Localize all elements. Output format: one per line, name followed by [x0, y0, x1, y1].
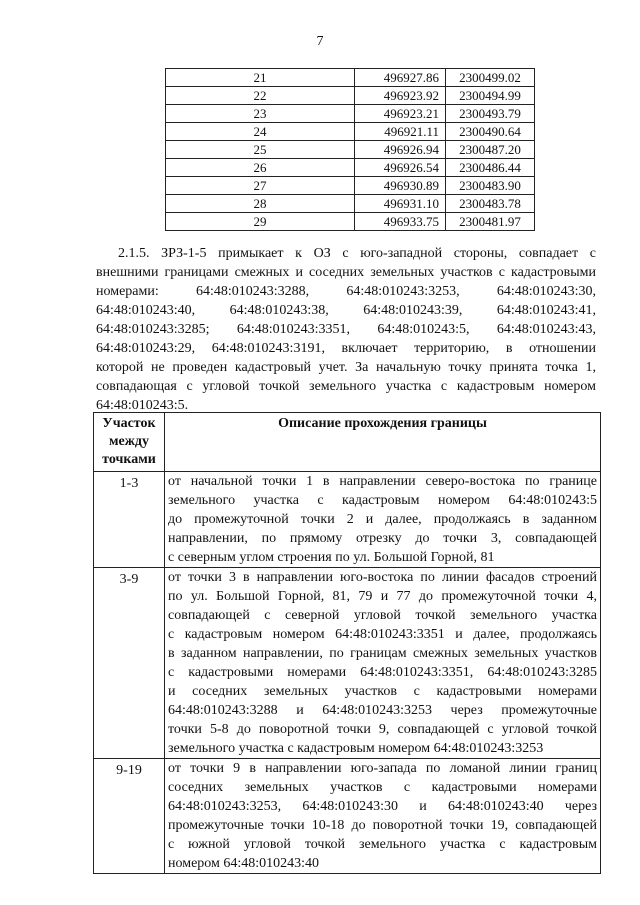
table-row [94, 759, 601, 874]
y-coordinate: 2300490.64 [446, 123, 535, 141]
segment-cell: 1-3 [94, 472, 165, 568]
description-line: до промежуточной точки 2 и далее, продолжаясь в заданном [168, 512, 597, 527]
x-coordinate: 496930.89 [355, 177, 446, 195]
table-row [166, 105, 535, 123]
segment-cell: 3-9 [94, 568, 165, 759]
y-coordinate: 2300481.97 [446, 213, 535, 231]
table-header-row [94, 413, 601, 472]
x-coordinate: 496927.86 [355, 69, 446, 87]
point-number: 27 [166, 177, 355, 195]
point-number: 25 [166, 141, 355, 159]
table-row [166, 177, 535, 195]
point-number: 22 [166, 87, 355, 105]
table-row [94, 472, 601, 568]
coordinates-table [165, 68, 535, 231]
description-line: в заданном направлении, по границам смежных земельных участков [168, 646, 597, 661]
description-line: от начальной точки 1 в направлении северо-востока по границе [168, 474, 597, 489]
description-line: с кадастровым номером 64:48:010243:3351 и далее, продолжаясь [168, 627, 597, 642]
x-coordinate: 496926.94 [355, 141, 446, 159]
description-line: точки 5-8 до поворотной точки 9, совпадающей с угловой точкой [168, 722, 597, 737]
description-line: земельного участка с кадастровым номером 64:48:010243:5 [168, 493, 597, 508]
table-row [166, 213, 535, 231]
paragraph-line: 64:48:010243:40, 64:48:010243:38, 64:48:010243:39, 64:48:010243:41, [96, 303, 596, 318]
y-coordinate: 2300486.44 [446, 159, 535, 177]
paragraph-line: 64:48:010243:3285; 64:48:010243:3351, 64:48:010243:5, 64:48:010243:43, [96, 322, 596, 337]
point-number: 28 [166, 195, 355, 213]
description-line: с кадастровыми номерами 64:48:010243:3351, 64:48:010243:3285 [168, 665, 597, 680]
paragraph-line: 64:48:010243:5. [96, 398, 189, 413]
x-coordinate: 496926.54 [355, 159, 446, 177]
y-coordinate: 2300493.79 [446, 105, 535, 123]
table-row [166, 87, 535, 105]
x-coordinate: 496923.92 [355, 87, 446, 105]
point-number: 21 [166, 69, 355, 87]
description-line: земельного участка с кадастровым номером 64:48:010243:3253 [168, 741, 544, 756]
description-line: направлении, по прямому отрезку до точки 3, совпадающей [168, 531, 597, 546]
point-number: 24 [166, 123, 355, 141]
x-coordinate: 496921.11 [355, 123, 446, 141]
segment-cell: 9-19 [94, 759, 165, 874]
description-line: соседних земельных участков с кадастровыми номерами [168, 780, 597, 795]
description-line: и соседних земельных участков с кадастровыми номерами [168, 684, 597, 699]
y-coordinate: 2300499.02 [446, 69, 535, 87]
y-coordinate: 2300483.90 [446, 177, 535, 195]
description-line: промежуточные точки 10-18 до поворотной точки 19, совпадающей [168, 818, 597, 833]
x-coordinate: 496931.10 [355, 195, 446, 213]
description-line: номером 64:48:010243:40 [168, 856, 320, 871]
header-segment-line: Участок [102, 416, 156, 431]
table-row [166, 159, 535, 177]
description-line: 64:48:010243:3253, 64:48:010243:30 и 64:48:010243:40 через [168, 799, 597, 814]
description-line: с северным углом строения по ул. Большой Горной, 81 [168, 550, 495, 565]
paragraph-line: 2.1.5. ЗРЗ-1-5 примыкает к ОЗ с юго-западной стороны, совпадает с [118, 246, 596, 261]
paragraph-line: совпадающая с угловой точкой земельного участка с кадастровым номером [96, 379, 596, 394]
boundary-description-paragraph [96, 244, 596, 415]
table-row [166, 69, 535, 87]
description-line: 64:48:010243:3288 и 64:48:010243:3253 через промежуточные [168, 703, 597, 718]
description-line: от точки 9 в направлении юго-запада по ломаной линии границ [168, 761, 597, 776]
description-line: совпадающей с северной угловой точкой земельного участка [168, 608, 597, 623]
x-coordinate: 496933.75 [355, 213, 446, 231]
table-row [166, 123, 535, 141]
description-cell [165, 472, 601, 568]
description-cell [165, 759, 601, 874]
y-coordinate: 2300483.78 [446, 195, 535, 213]
point-number: 23 [166, 105, 355, 123]
paragraph-line: которой не проведен кадастровый учет. За начальную точку принята точка 1, [96, 360, 596, 375]
y-coordinate: 2300487.20 [446, 141, 535, 159]
point-number: 26 [166, 159, 355, 177]
x-coordinate: 496923.21 [355, 105, 446, 123]
table-row [94, 568, 601, 759]
boundary-description-table [93, 412, 601, 874]
header-segment-line: точками [102, 452, 156, 467]
header-segment [94, 413, 165, 472]
header-description: Описание прохождения границы [165, 413, 601, 472]
point-number: 29 [166, 213, 355, 231]
description-line: от точки 3 в направлении юго-востока по линии фасадов строений [168, 570, 597, 585]
description-line: с южной угловой точкой земельного участка с кадастровым [168, 837, 597, 852]
y-coordinate: 2300494.99 [446, 87, 535, 105]
table-row [166, 141, 535, 159]
description-line: по ул. Большой Горной, 81, 79 и 77 до промежуточной точки 4, [168, 589, 597, 604]
paragraph-line: внешними границами смежных и соседних земельных участков с кадастровыми [96, 265, 596, 280]
header-segment-line: между [109, 434, 149, 449]
paragraph-line: номерами: 64:48:010243:3288, 64:48:010243:3253, 64:48:010243:30, [96, 284, 596, 299]
description-cell [165, 568, 601, 759]
table-row [166, 195, 535, 213]
paragraph-line: 64:48:010243:29, 64:48:010243:3191, включает территорию, в отношении [96, 341, 596, 356]
page-number: 7 [316, 34, 324, 49]
